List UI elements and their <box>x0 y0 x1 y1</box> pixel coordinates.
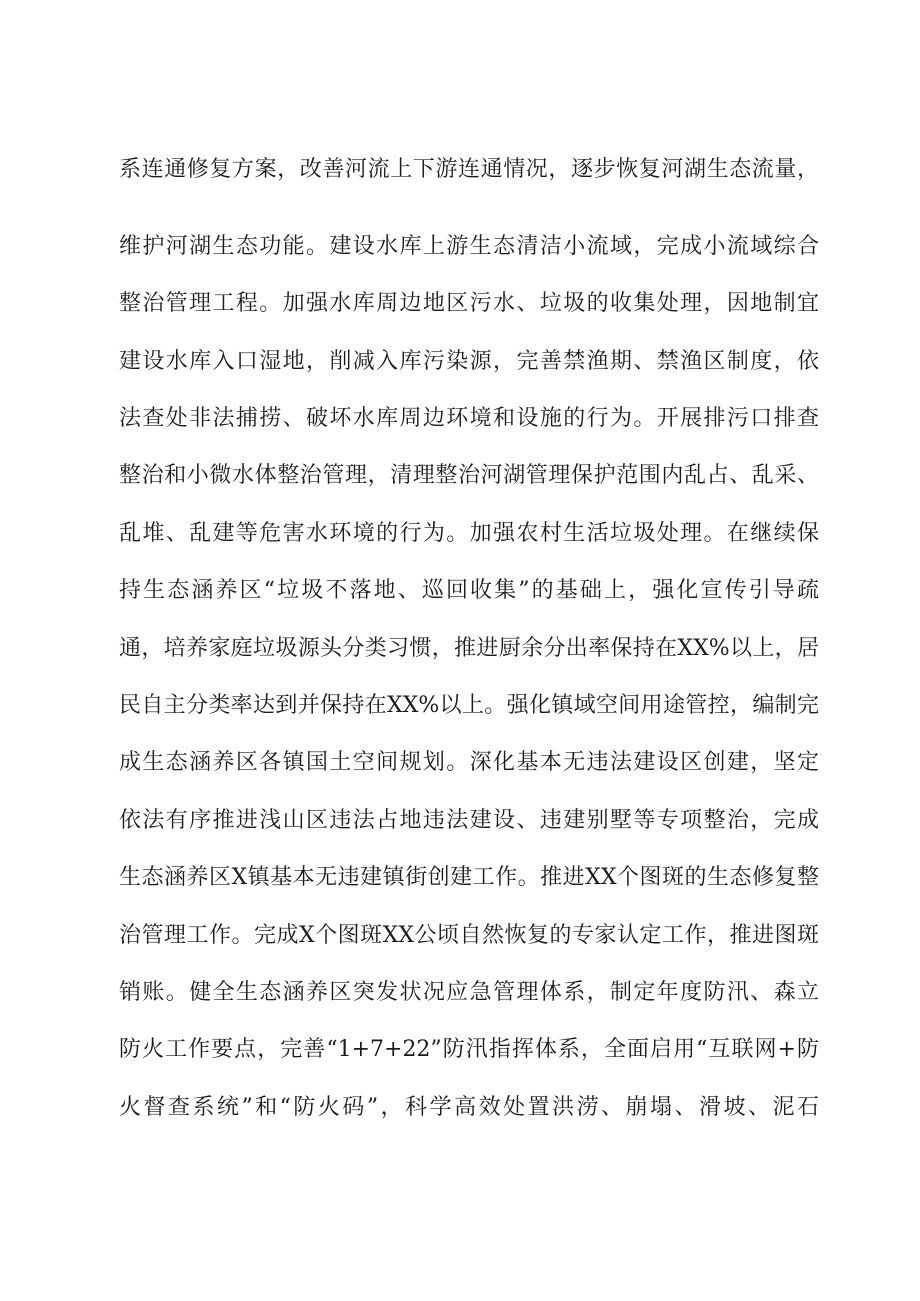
text-line: 生态涵养区X镇基本无违建镇街创建工作。推进XX个图斑的生态修复整 <box>119 865 819 890</box>
text-line: 成生态涵养区各镇国土空间规划。深化基本无违法建设区创建，坚定 <box>119 750 819 775</box>
text-line: 整治管理工程。加强水库周边地区污水、垃圾的收集处理，因地制宜 <box>119 291 819 316</box>
text-line: 火督查系统”和“防火码”，科学高效处置洪涝、崩塌、滑坡、泥石 <box>119 1095 819 1120</box>
text-line: 系连通修复方案，改善河流上下游连通情况，逐步恢复河湖生态流量， <box>119 157 819 182</box>
text-line: 维护河湖生态功能。建设水库上游生态清洁小流域，完成小流域综合 <box>119 234 819 259</box>
text-line: 整治和小微水体整治管理，清理整治河湖管理保护范围内乱占、乱采、 <box>119 463 819 488</box>
text-line: 依法有序推进浅山区违法占地违法建设、违建别墅等专项整治，完成 <box>119 808 819 833</box>
text-line: 建设水库入口湿地，削减入库污染源，完善禁渔期、禁渔区制度，依 <box>119 349 819 374</box>
text-line: 持生态涵养区“垃圾不落地、巡回收集”的基础上，强化宣传引导疏 <box>119 578 819 603</box>
text-line: 民自主分类率达到并保持在XX%以上。强化镇域空间用途管控，编制完 <box>119 693 819 718</box>
text-line: 销账。健全生态涵养区突发状况应急管理体系，制定年度防汛、森立 <box>119 980 819 1005</box>
text-line: 乱堆、乱建等危害水环境的行为。加强农村生活垃圾处理。在继续保 <box>119 521 819 546</box>
text-line: 治管理工作。完成X个图斑XX公顷自然恢复的专家认定工作，推进图斑 <box>119 923 819 948</box>
text-line: 通，培养家庭垃圾源头分类习惯，推进厨余分出率保持在XX%以上，居 <box>119 636 819 661</box>
text-line: 防火工作要点，完善“1+7+22”防汛指挥体系，全面启用“互联网+防 <box>119 1037 819 1062</box>
text-line: 法查处非法捕捞、破坏水库周边环境和设施的行为。开展排污口排查 <box>119 406 819 431</box>
